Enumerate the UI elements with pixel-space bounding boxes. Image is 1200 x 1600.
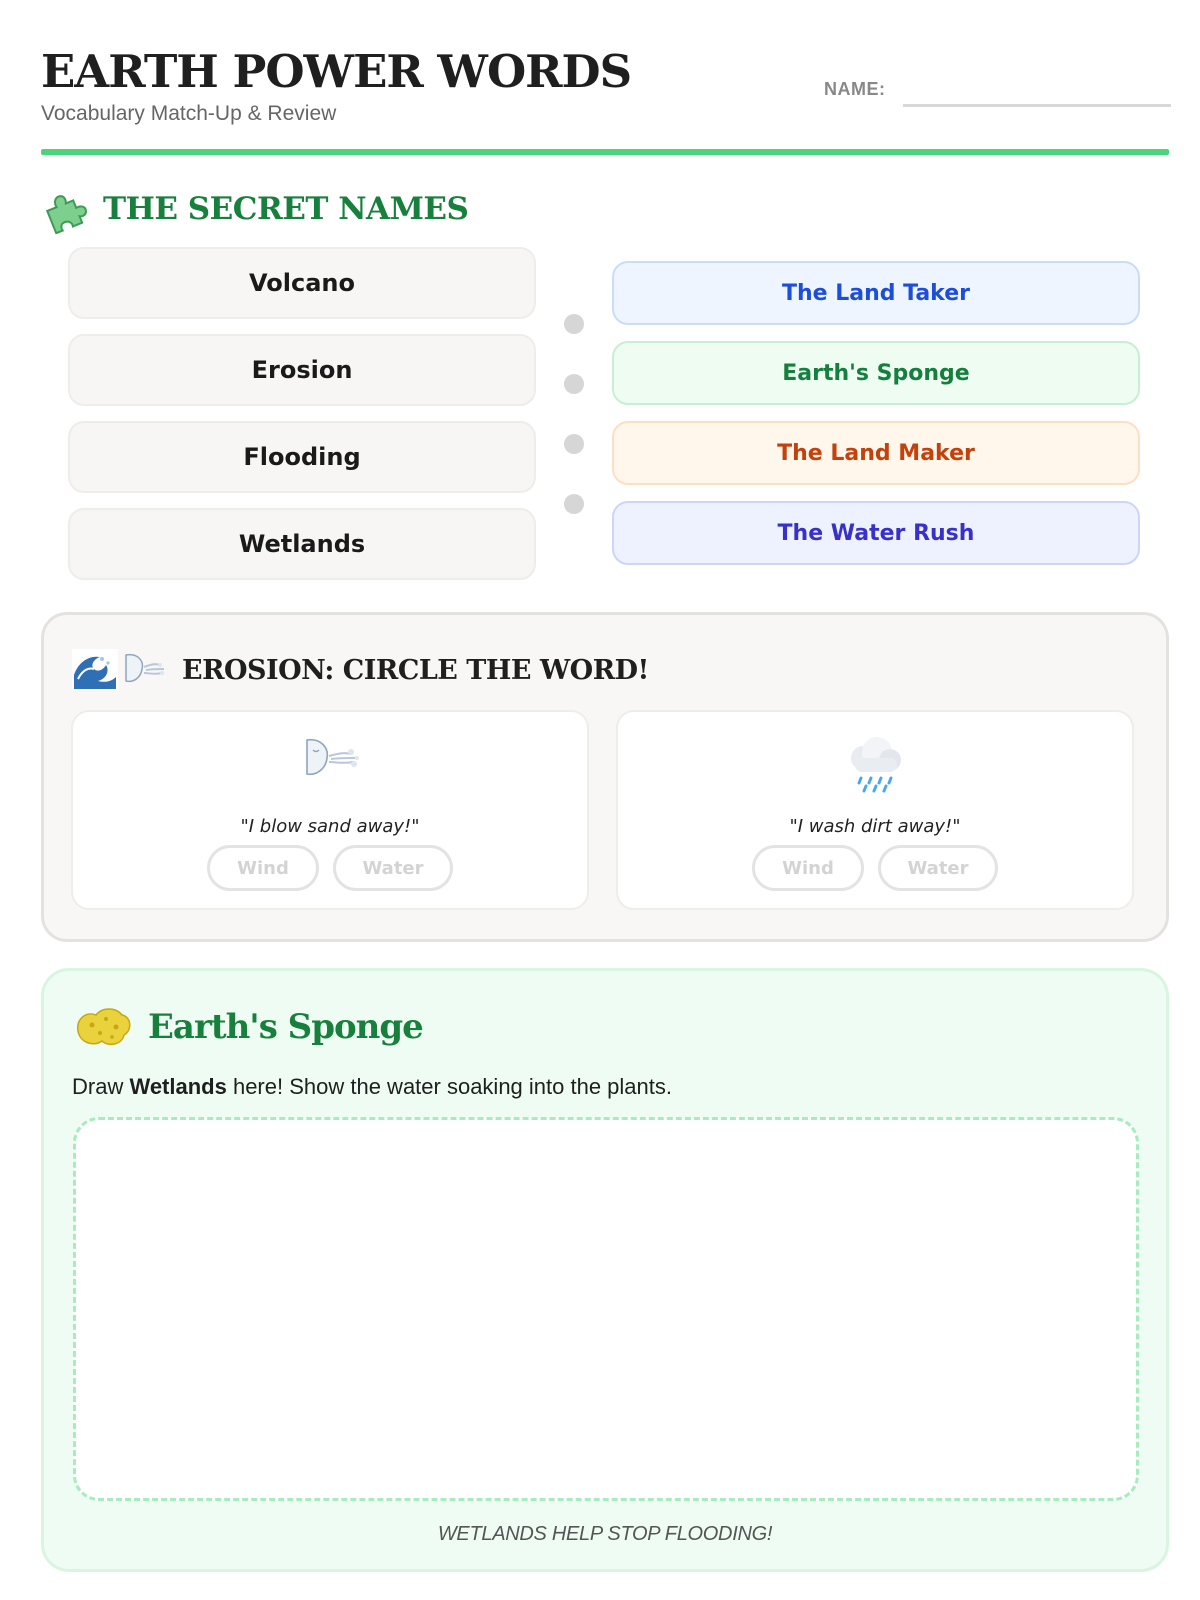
definition-water-rush[interactable]: The Water Rush (612, 501, 1140, 565)
erosion-section (41, 612, 1169, 942)
definition-land-maker[interactable]: The Land Maker (612, 421, 1140, 485)
match-dot[interactable] (564, 374, 584, 394)
term-flooding[interactable]: Flooding (68, 421, 536, 493)
wave-icon (72, 649, 118, 691)
name-label: NAME: (824, 79, 886, 99)
term-erosion[interactable]: Erosion (68, 334, 536, 406)
card-quote: "I wash dirt away!" (789, 816, 961, 837)
name-field[interactable] (903, 104, 1171, 107)
page-subtitle: Vocabulary Match-Up & Review (41, 102, 337, 125)
drawing-area[interactable] (73, 1117, 1139, 1501)
erosion-card-water (616, 710, 1134, 910)
match-dot[interactable] (564, 494, 584, 514)
erosion-section-title: EROSION: CIRCLE THE WORD! (182, 654, 649, 686)
page-title: EARTH POWER WORDS (41, 45, 632, 98)
term-volcano[interactable]: Volcano (68, 247, 536, 319)
erosion-card-wind (71, 710, 589, 910)
footer-note: WETLANDS HELP STOP FLOODING! (437, 1523, 773, 1545)
sponge-section-header (72, 1001, 423, 1053)
definition-earths-sponge[interactable]: Earth's Sponge (612, 341, 1140, 405)
worksheet-header (41, 44, 1169, 154)
drawing-instruction: Draw Wetlands here! Show the water soaking into the plants. (72, 1074, 672, 1099)
definition-land-taker[interactable]: The Land Taker (612, 261, 1140, 325)
option-wind[interactable]: Wind (752, 845, 864, 891)
sponge-icon (72, 1001, 134, 1053)
answer-options (618, 845, 1132, 891)
wind-face-icon (120, 649, 166, 691)
header-divider (41, 149, 1169, 155)
match-dot[interactable] (564, 314, 584, 334)
card-quote: "I blow sand away!" (240, 816, 420, 837)
match-dot[interactable] (564, 434, 584, 454)
answer-options (73, 845, 587, 891)
wind-face-icon (73, 734, 587, 784)
puzzle-piece-icon (41, 184, 91, 234)
option-water[interactable]: Water (878, 845, 998, 891)
sponge-section-title: Earth's Sponge (148, 1007, 423, 1047)
term-wetlands[interactable]: Wetlands (68, 508, 536, 580)
rain-cloud-icon (618, 734, 1132, 794)
matching-section-header (41, 184, 468, 234)
erosion-section-header (72, 649, 649, 691)
option-wind[interactable]: Wind (207, 845, 319, 891)
option-water[interactable]: Water (333, 845, 453, 891)
matching-section-title: THE SECRET NAMES (103, 191, 469, 227)
sponge-section (41, 968, 1169, 1572)
